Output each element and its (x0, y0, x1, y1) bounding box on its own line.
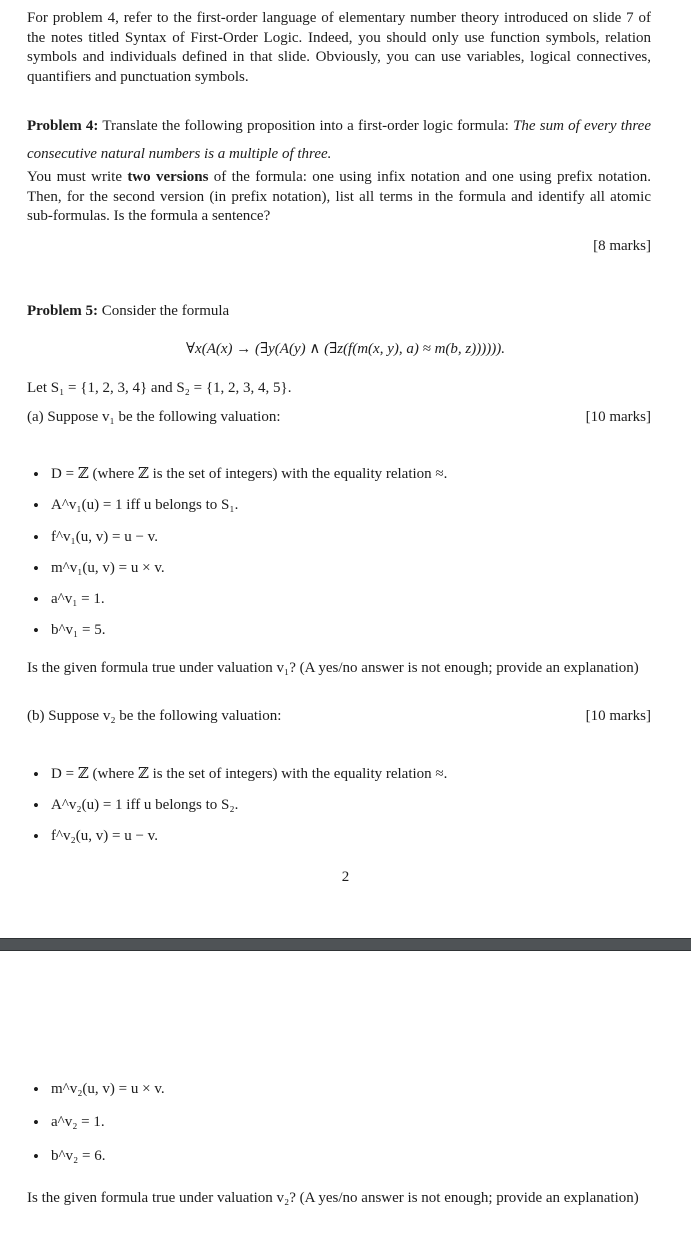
problem-4-proposition: The sum of every three consecutive natural numbers is a multiple of three. (27, 118, 651, 162)
part-b-item: • A^v₂(u) = 1 iff u belongs to S₂. (51, 796, 238, 816)
intro-paragraph: For problem 4, refer to the first-order language of elementary number theory introduced on slide 7 of the notes titled Syntax of First-Order Logic. Indeed, you should only use function symbols, relation symbols and individuals defined in that slide. Obviously, you can use variables, logical connectives, quantifiers and punctuation symbols. (27, 10, 651, 85)
part-b-item: • D = ℤ (where ℤ is the set of integers) with the equality relation ≈. (51, 765, 447, 785)
part-a-item: • f^v₁(u, v) = u − v. (51, 528, 158, 548)
part-b-item: • b^v₂ = 6. (51, 1147, 105, 1167)
page-number: 2 (341, 869, 350, 885)
problem-4-label: Problem 4: (27, 118, 99, 134)
part-a-label: (a) Suppose v₁ be the following valuation: (27, 409, 281, 425)
part-b-marks: [10 marks] (585, 708, 651, 724)
part-b-item: • f^v₂(u, v) = u − v. (51, 827, 158, 847)
part-b-question: Is the given formula true under valuation v₂? (A yes/no answer is not enough; provide an explanation) (27, 1190, 639, 1206)
part-a-item: • m^v₁(u, v) = u × v. (51, 559, 165, 579)
part-a-marks: [10 marks] (585, 409, 651, 425)
part-a-item: • a^v₁ = 1. (51, 590, 105, 610)
problem-4-statement (27, 112, 651, 168)
page-separator (0, 938, 691, 951)
part-a-item: • D = ℤ (where ℤ is the set of integers) with the equality relation ≈. (51, 465, 447, 485)
instructions-part-2: of the formula: one using infix notation and one using prefix notation. Then, for the second version (in prefix notation), list all terms in the formula and identify all atomic sub-formulas. Is the formula a sentence? (27, 169, 652, 224)
problem-4-marks: [8 marks] (593, 238, 651, 254)
part-a-item: • b^v₁ = 5. (51, 621, 105, 641)
problem-5-statement (27, 302, 651, 322)
instructions-bold: two versions (127, 169, 209, 185)
part-b-item: • m^v₂(u, v) = u × v. (51, 1080, 165, 1100)
problem-4-instructions (27, 168, 651, 227)
problem-5-formula: ∀x(A(x) → (∃y(A(y) ∧ (∃z(f(m(x, y), a) ≈ m(b, z)))))). (186, 341, 505, 357)
part-a-question: Is the given formula true under valuation v₁? (A yes/no answer is not enough; provide an explanation) (27, 660, 639, 676)
part-b-item: • a^v₂ = 1. (51, 1113, 105, 1133)
problem-5-text: Consider the formula (101, 303, 230, 319)
sets-definition: Let S₁ = {1, 2, 3, 4} and S₂ = {1, 2, 3, 4, 5}. (27, 380, 292, 396)
part-b-label: (b) Suppose v₂ be the following valuation: (27, 708, 282, 724)
part-a-item: • A^v₁(u) = 1 iff u belongs to S₁. (51, 496, 238, 516)
page-2 (0, 951, 691, 1240)
problem-4-text: Translate the following proposition into a first-order logic formula: (102, 118, 509, 134)
instructions-part-1: You must write (27, 169, 122, 185)
problem-5-label: Problem 5: (27, 303, 98, 319)
